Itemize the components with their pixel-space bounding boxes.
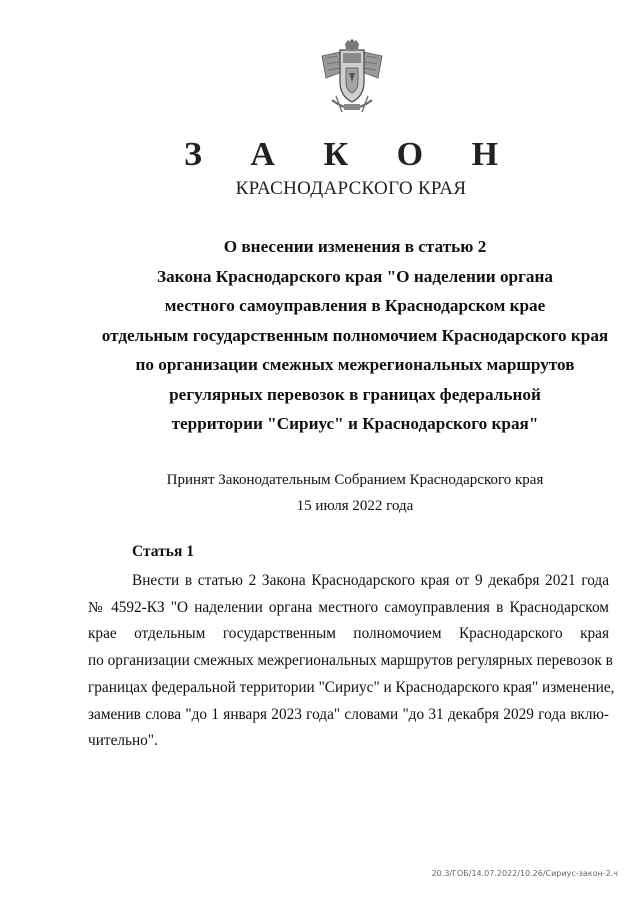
region-subheading: КРАСНОДАРСКОГО КРАЯ bbox=[235, 178, 467, 199]
article-line: Внести в статью 2 Закона Краснодарского края от 9 декабря 2021 года bbox=[132, 572, 609, 589]
title-line: местного самоуправления в Краснодарском крае bbox=[164, 296, 546, 315]
title-line: регулярных перевозок в границах федеральной bbox=[169, 384, 541, 404]
adoption-date: 15 июля 2022 года bbox=[296, 498, 414, 514]
article-line: чительно". bbox=[88, 732, 158, 750]
document-reference: 20.3/ГОБ/14.07.2022/10.26/Сириус-закон-2.ч bbox=[431, 869, 618, 878]
adoption-body: Принят Законодательным Собранием Краснодарского края bbox=[166, 472, 544, 488]
article-heading: Статья 1 bbox=[132, 543, 194, 560]
coat-of-arms-icon bbox=[318, 38, 386, 118]
article-body bbox=[88, 568, 615, 755]
title-line: территории "Сириус" и Краснодарского края" bbox=[171, 414, 539, 433]
title-line: О внесении изменения в статью 2 bbox=[223, 237, 487, 256]
title-line: отдельным государственным полномочием Краснодарского края bbox=[101, 325, 609, 345]
article-line: крае отдельным государственным полномочием Краснодарского края bbox=[88, 625, 609, 643]
title-line: Закона Краснодарского края "О наделении органа bbox=[157, 266, 553, 286]
article-line: заменив слова "до 1 января 2023 года" словами "до 31 декабря 2029 года вклю- bbox=[88, 705, 609, 723]
law-heading: З А К О Н bbox=[183, 136, 519, 173]
adoption-note bbox=[90, 467, 620, 519]
title-line: по организации смежных межрегиональных маршрутов bbox=[135, 355, 575, 374]
law-title bbox=[90, 232, 620, 439]
article-line: по организации смежных межрегиональных маршрутов регулярных перевозок в bbox=[88, 652, 613, 670]
article-line: границах федеральной территории "Сириус" и Краснодарского края" изменение, bbox=[88, 678, 615, 696]
article-line: № 4592-КЗ "О наделении органа местного самоуправления в Краснодарском bbox=[88, 598, 609, 616]
